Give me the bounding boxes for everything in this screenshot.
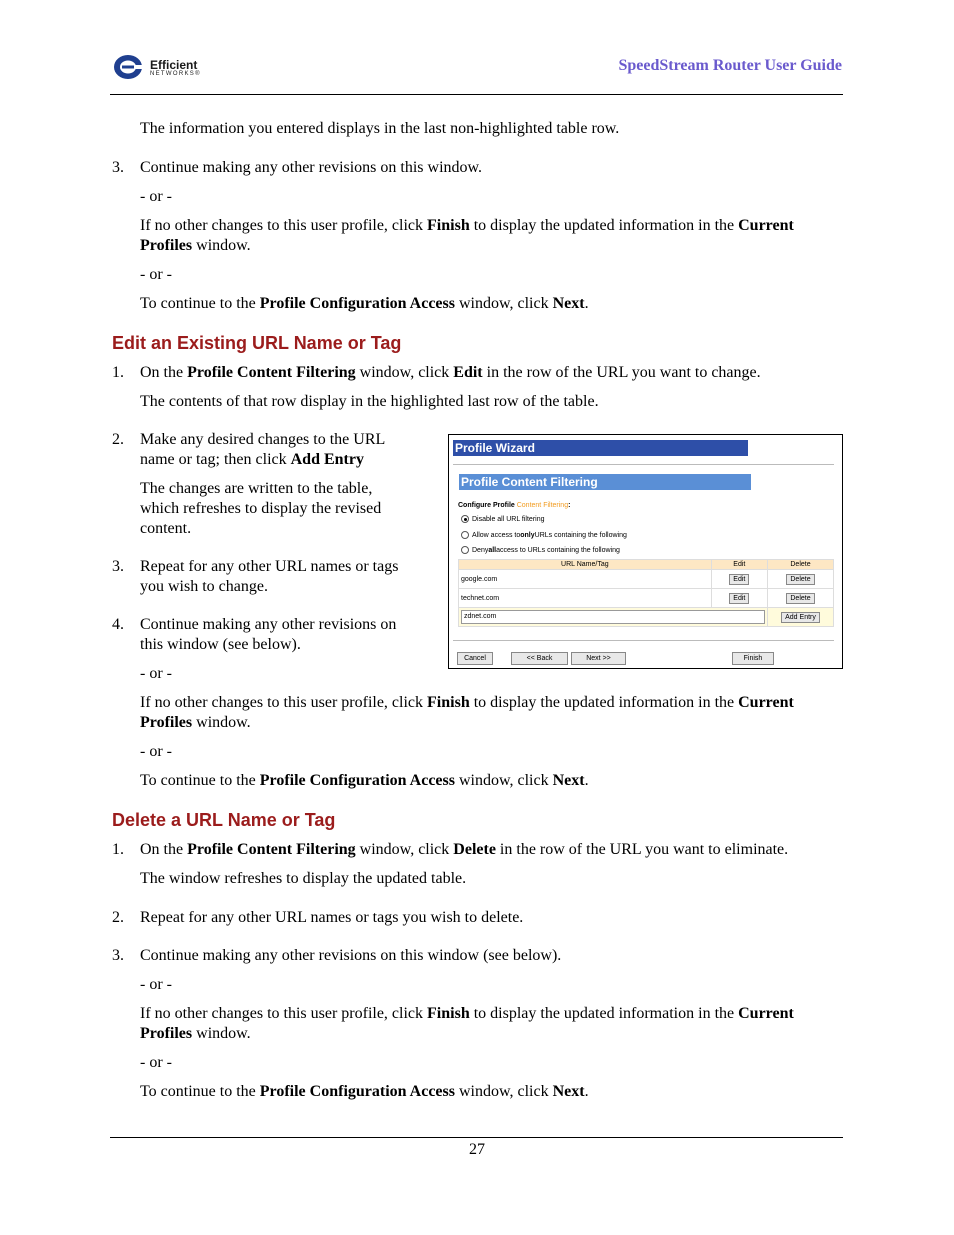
finish-instruction: If no other changes to this user profile, click Finish to display the updated information in the Current Profiles window. [140,217,794,254]
col-delete: Delete [768,560,834,570]
step-number: 4. [112,616,124,633]
radio-icon [461,531,469,539]
step-text: Repeat for any other URL names or tags you wish to delete. [140,909,524,926]
edit-button[interactable]: Edit [729,574,749,585]
or-separator: - or - [140,266,172,283]
panel-title-bar: Profile Content Filtering [459,474,751,490]
or-separator: - or - [140,743,172,760]
efficient-networks-logo-icon [113,52,143,82]
cancel-button[interactable]: Cancel [457,652,493,665]
table-row [459,589,834,608]
divider [453,464,834,465]
col-url-name: URL Name/Tag [459,560,712,570]
step-number: 2. [112,909,124,926]
url-entry-input[interactable]: zdnet.com [461,610,765,624]
or-separator: - or - [140,665,172,682]
section-heading-edit: Edit an Existing URL Name or Tag [112,333,402,353]
step-number: 1. [112,841,124,858]
step-number: 1. [112,364,124,381]
radio-selected-icon [461,515,469,523]
radio-icon [461,546,469,554]
step-number: 3. [112,947,124,964]
step-text: Repeat for any other URL names or tags you wish to change. [140,558,399,595]
radio-deny-all[interactable]: Deny all access to URLs containing the following [461,546,620,554]
divider [453,640,834,641]
next-instruction: To continue to the Profile Configuration Access window, click Next. [140,295,589,312]
url-table [458,559,834,627]
finish-instruction: If no other changes to this user profile, click Finish to display the updated information in the Current Profiles window. [140,694,794,731]
step-text: Continue making any other revisions on this window (see below). [140,947,562,964]
col-edit: Edit [711,560,767,570]
url-cell: technet.com [459,589,712,608]
radio-disable-filtering[interactable]: Disable all URL filtering [461,515,545,523]
next-instruction: To continue to the Profile Configuration Access window, click Next. [140,1083,589,1100]
step-note: The changes are written to the table, which refreshes to display the revised content. [140,480,382,537]
profile-wizard-screenshot [448,434,843,669]
step-number: 2. [112,431,124,448]
add-entry-button[interactable]: Add Entry [781,612,820,623]
delete-button[interactable]: Delete [786,574,814,585]
radio-allow-only[interactable]: Allow access to only URLs containing the following [461,531,627,539]
next-button[interactable]: Next >> [571,652,626,665]
guide-title: SpeedStream Router User Guide [618,57,842,74]
step-text: Continue making any other revisions on this window. [140,159,483,176]
page-number: 27 [469,1141,485,1158]
step-text: Continue making any other revisions on this window (see below). [140,616,397,653]
entry-row [459,608,834,627]
header-rule [110,94,843,95]
finish-button[interactable]: Finish [732,652,774,665]
url-cell: google.com [459,570,712,589]
or-separator: - or - [140,976,172,993]
logo-subtitle: NETWORKS® [150,71,201,77]
step-note: The contents of that row display in the highlighted last row of the table. [140,393,599,410]
step-text: On the Profile Content Filtering window, click Edit in the row of the URL you want to change. [140,364,761,381]
step-text: Make any desired changes to the URL name or tag; then click Add Entry [140,431,386,468]
step-number: 3. [112,558,124,575]
configure-label: Configure Profile Content Filtering: [458,502,571,509]
step-text: On the Profile Content Filtering window, click Delete in the row of the URL you want to eliminate. [140,841,789,858]
step-note: The window refreshes to display the updated table. [140,870,467,887]
delete-button[interactable]: Delete [786,593,814,604]
wizard-title-bar: Profile Wizard [453,440,748,456]
table-header-row [459,560,834,570]
finish-instruction: If no other changes to this user profile, click Finish to display the updated information in the Current Profiles window. [140,1005,794,1042]
or-separator: - or - [140,188,172,205]
footer-rule [110,1137,843,1138]
section-heading-delete: Delete a URL Name or Tag [112,810,336,830]
intro-paragraph: The information you entered displays in the last non-highlighted table row. [140,120,620,137]
table-row [459,570,834,589]
logo-wordmark: Efficient [150,58,198,72]
step-number: 3. [112,159,124,176]
edit-button[interactable]: Edit [729,593,749,604]
back-button[interactable]: << Back [511,652,568,665]
next-instruction: To continue to the Profile Configuration Access window, click Next. [140,772,589,789]
or-separator: - or - [140,1054,172,1071]
